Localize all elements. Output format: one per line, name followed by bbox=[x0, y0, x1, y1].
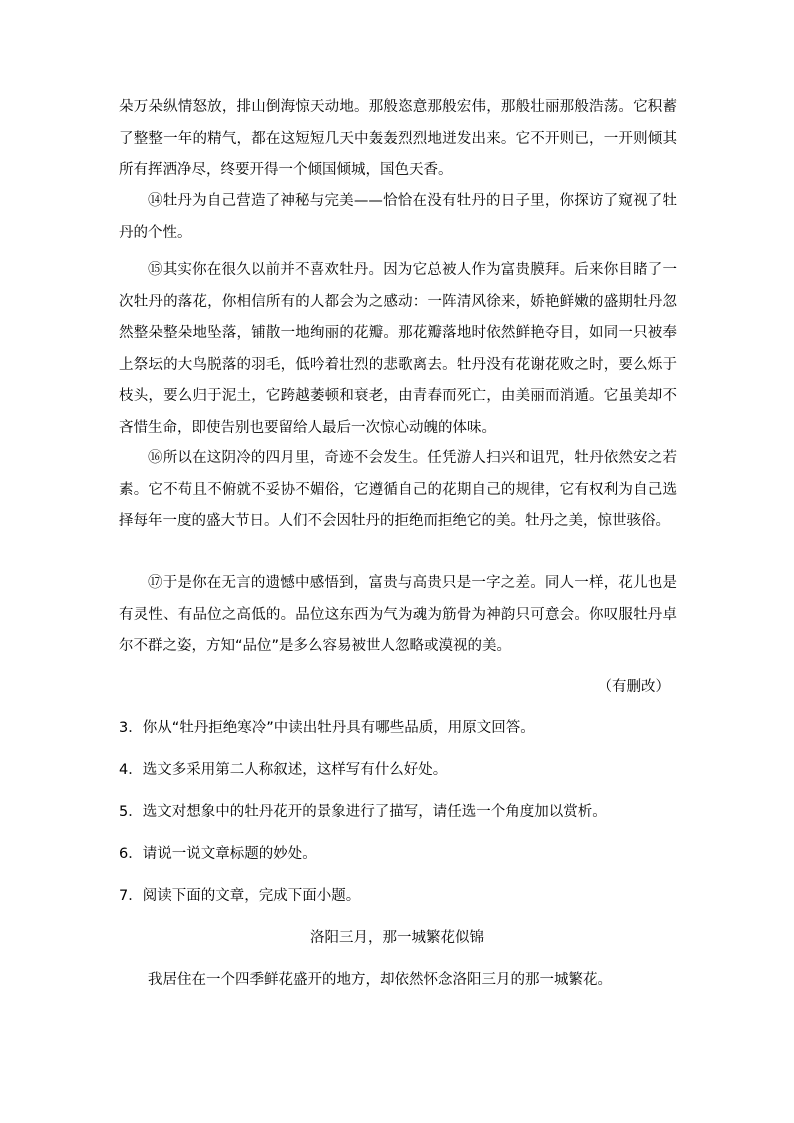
passage-paragraph-14: ⑭牡丹为自己营造了神秘与完美——恰恰在没有牡丹的日子里，你探访了窥视了牡丹的个性。 bbox=[119, 193, 677, 241]
question-7: 7．阅读下面的文章，完成下面小题。 bbox=[119, 888, 361, 904]
question-5: 5．选文对想象中的牡丹花开的景象进行了描写，请任选一个角度加以赏析。 bbox=[119, 804, 607, 820]
question-4: 4．选文多采用第二人称叙述，这样写有什么好处。 bbox=[119, 762, 448, 778]
question-6: 6．请说一说文章标题的妙处。 bbox=[119, 846, 317, 862]
passage-paragraph-15: ⑮其实你在很久以前并不喜欢牡丹。因为它总被人作为富贵膜拜。后来你目睹了一次牡丹的落花，你相信所有的人都会为之感动：一阵清风徐来，娇艳鲜嫩的盛期牡丹忽然整朵整朵地坠落，铺散一地绚丽的花瓣。那花瓣落地时依然鲜艳夺目，如同一只被奉上祭坛的大鸟脱落的羽毛，低吟着壮烈的悲歌离去。牡丹没有花谢花败之时，要么烁于枝头，要么归于泥土，它跨越萎顿和衰老，由青春而死亡，由美丽而消遁。它虽美却不吝惜生命，即使告别也要留给人最后一次惊心动魄的体味。 bbox=[119, 262, 677, 436]
passage-paragraph-17: ⑰于是你在无言的遗憾中感悟到，富贵与高贵只是一字之差。同人一样，花儿也是有灵性、有品位之高低的。品位这东西为气为魂为筋骨为神韵只可意会。你叹服牡丹卓尔不群之姿，方知“品位”是多么容易被世人忽略或漠视的美。 bbox=[119, 575, 677, 654]
article-title: 洛阳三月，那一城繁花似锦 bbox=[310, 930, 484, 946]
article-first-paragraph: 我居住在一个四季鲜花盛开的地方，却依然怀念洛阳三月的那一城繁花。 bbox=[148, 972, 612, 988]
question-3: 3．你从“牡丹拒绝寒冷”中读出牡丹具有哪些品质，用原文回答。 bbox=[119, 720, 535, 736]
passage-paragraph-continued: 朵万朵纵情怒放，排山倒海惊天动地。那般恣意那般宏伟，那般壮丽那般浩荡。它积蓄了整整一年的精气，都在这短短几天中轰轰烈烈地迸发出来。它不开则已，一开则倾其所有挥洒净尽，终要开得一个倾国倾城，国色天香。 bbox=[119, 99, 677, 178]
edited-note: （有删改） bbox=[597, 679, 670, 695]
passage-paragraph-16: ⑯所以在这阴冷的四月里，奇迹不会发生。任凭游人扫兴和诅咒，牡丹依然安之若素。它不苟且不俯就不妥协不媚俗，它遵循自己的花期自己的规律，它有权利为自己选择每年一度的盛大节日。人们不会因牡丹的拒绝而拒绝它的美。牡丹之美，惊世骇俗。 bbox=[119, 450, 677, 529]
